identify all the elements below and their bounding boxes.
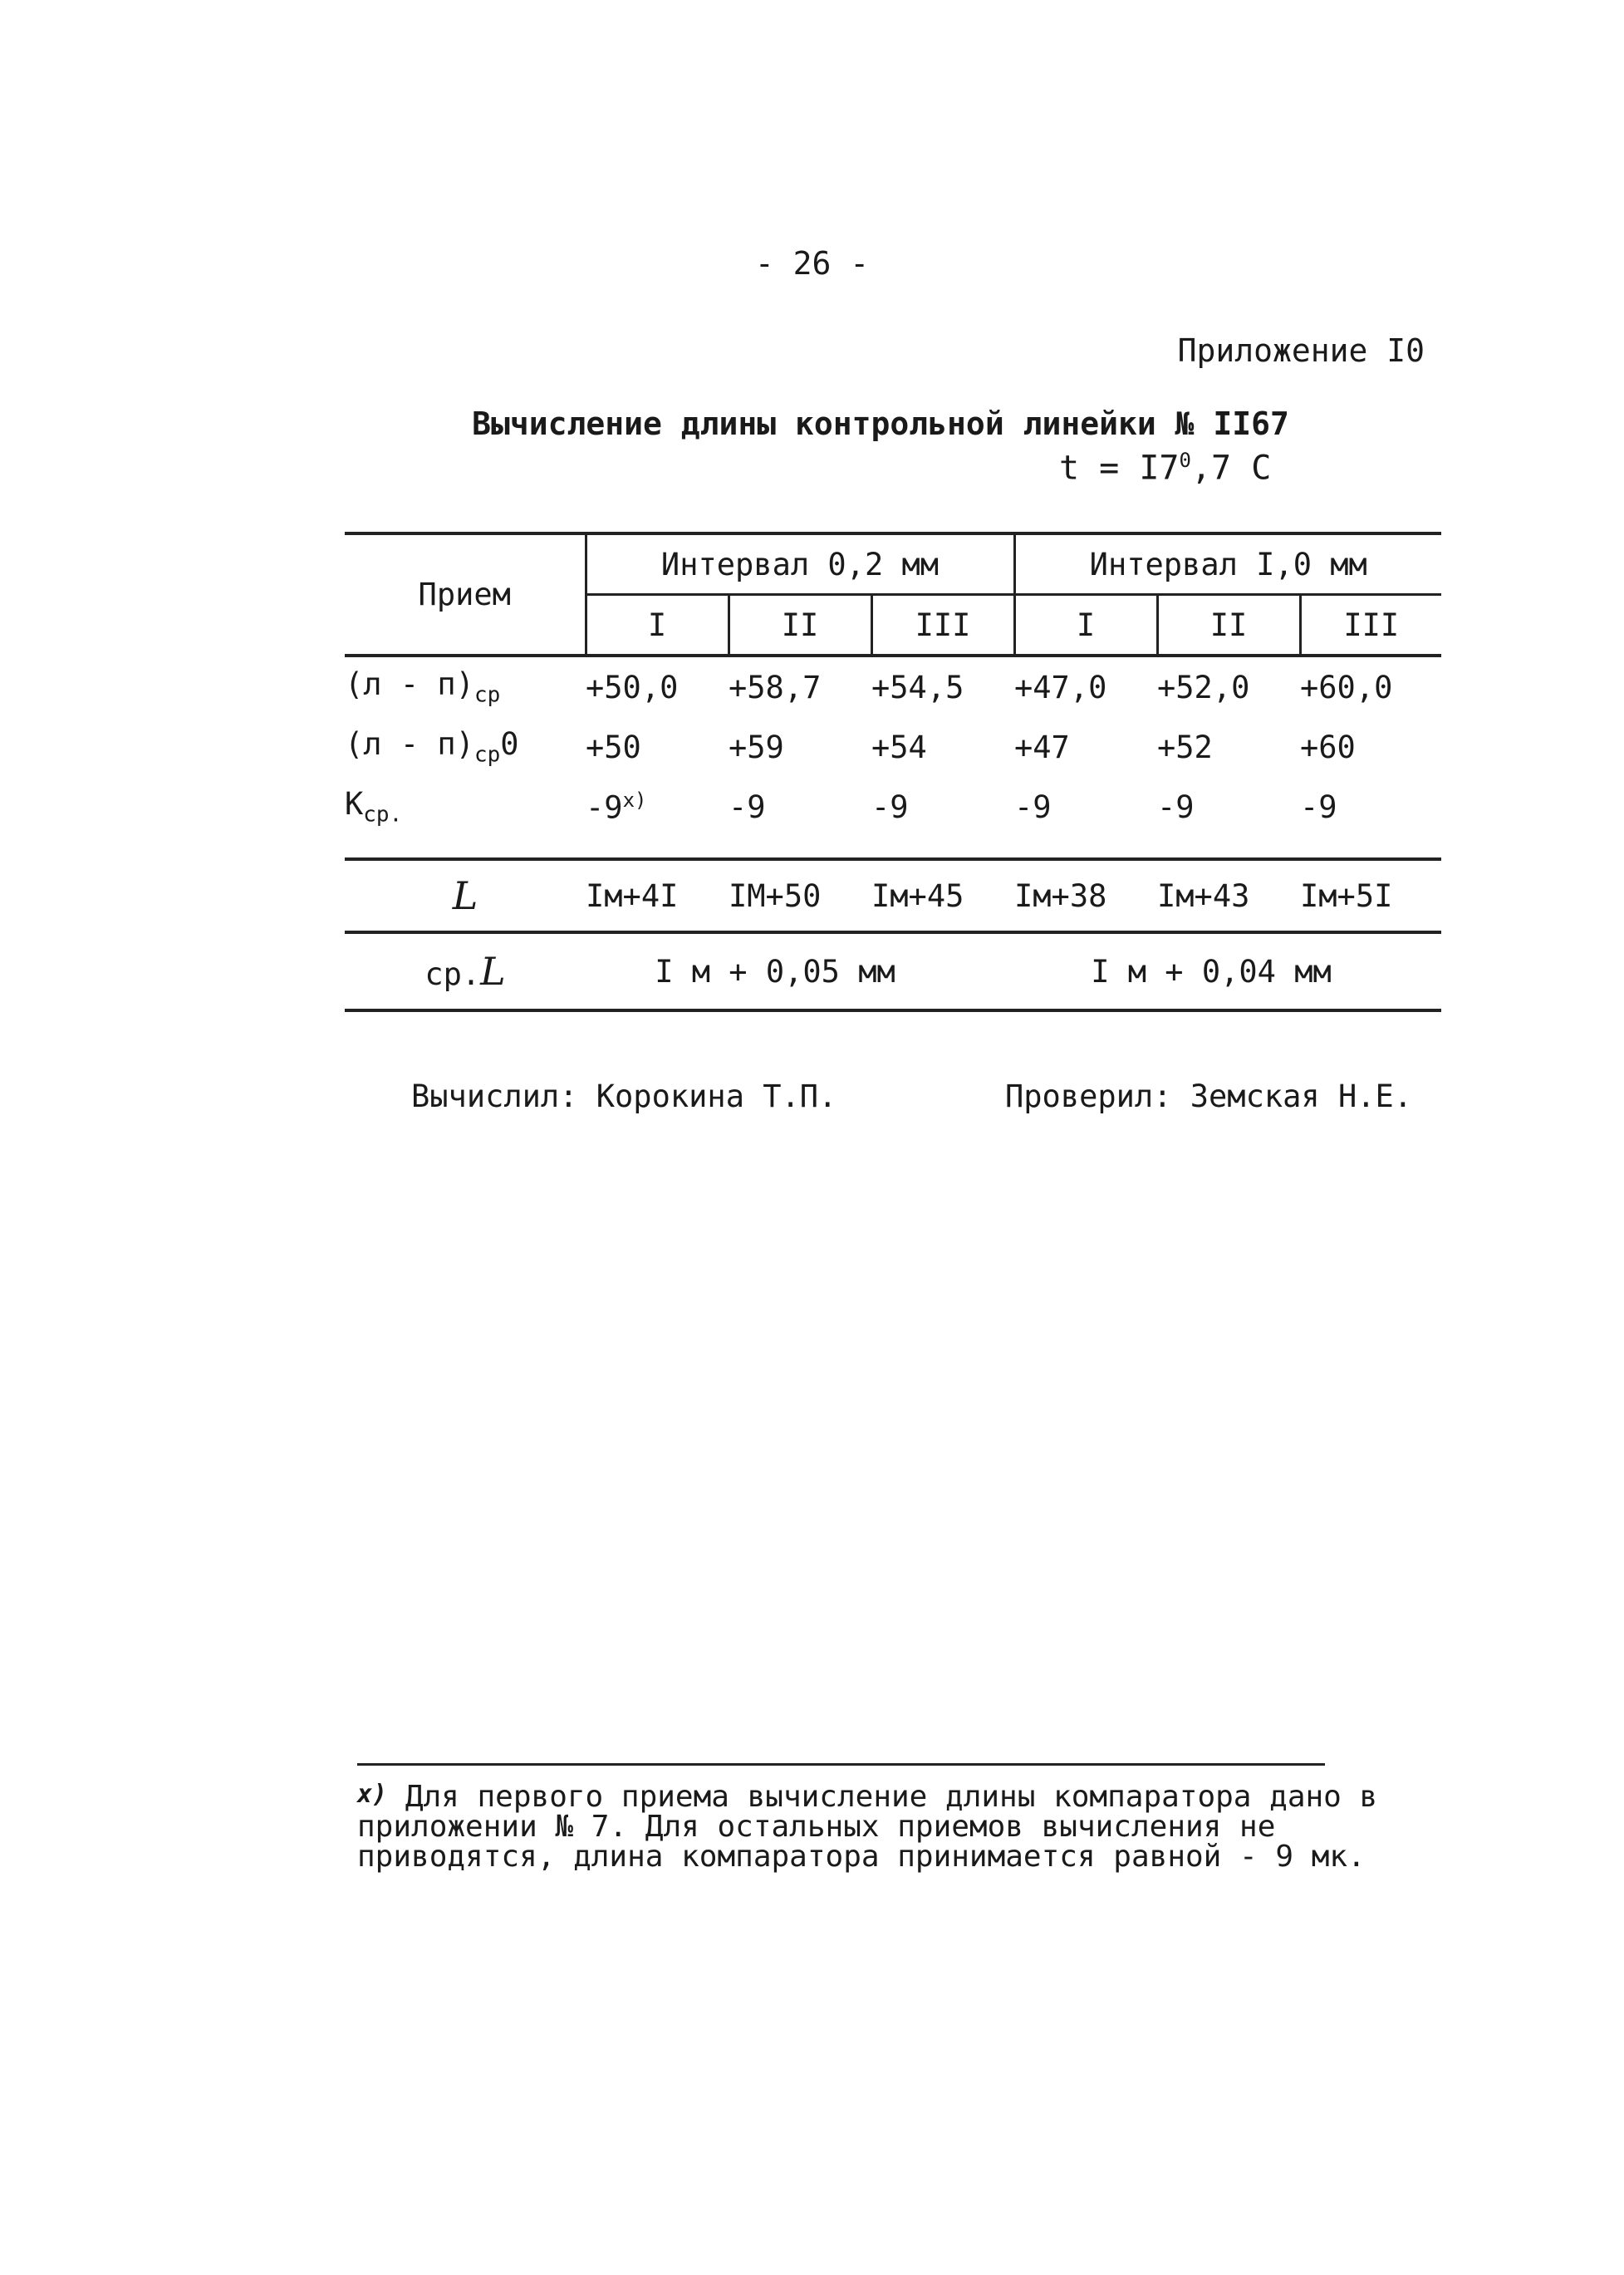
footnote: [357, 1782, 1437, 1872]
table-cell: +54: [871, 729, 927, 765]
page-number: - 26 -: [754, 245, 870, 282]
row-label: $(л - п)_{ср}0$: [345, 726, 519, 768]
table-cell: +54,5: [871, 669, 964, 705]
table-cell: Iм+5I: [1300, 859, 1441, 932]
footnote-text: Для первого приема вычисление длины компаратора дано в приложении № 7. Для остальных приемов вычисления не приводятся, длина компаратора принимается равной - 9 мк.: [357, 1780, 1378, 1874]
temperature-prefix: t = I7: [1059, 449, 1180, 488]
table-cell: -9$^{x)}$: [586, 777, 729, 859]
average-value-1-0: I м + 0,04 мм: [1014, 932, 1441, 1010]
table-cell: -9: [1300, 777, 1441, 859]
average-label: ср.L: [345, 932, 586, 1010]
table-cell: -9: [1014, 777, 1157, 859]
table-cell: +60: [1300, 729, 1356, 765]
table-row: [345, 656, 1441, 717]
length-row: [345, 859, 1441, 932]
table-cell: +50: [586, 729, 641, 765]
row-label: $(л - п)_{ср}$: [345, 666, 501, 708]
group-header-0-2: Интервал 0,2 мм: [586, 533, 1014, 595]
table-cell: +60,0: [1300, 669, 1393, 705]
document-title: Вычисление длины контрольной линейки № II67: [472, 405, 1289, 442]
table-cell: -9: [871, 777, 1014, 859]
table-cell: Iм+4I: [586, 859, 729, 932]
table-cell: IМ+50: [729, 859, 871, 932]
table-cell: +50,0: [586, 669, 679, 705]
group-header-1-0: Интервал I,0 мм: [1014, 533, 1441, 595]
appendix-label: Приложение I0: [1177, 332, 1425, 369]
footnote-mark: x): [357, 1780, 388, 1809]
table-cell: Iм+45: [871, 859, 1014, 932]
table-row: [345, 717, 1441, 777]
row-label: $K_{ср.}$: [345, 777, 586, 859]
results-table: [345, 532, 1441, 1012]
average-value-0-2: I м + 0,05 мм: [586, 932, 1014, 1010]
table-cell: +52,0: [1157, 669, 1250, 705]
table-cell: +47: [1014, 729, 1070, 765]
column-header: III: [871, 595, 1014, 656]
table-row: [345, 777, 1441, 859]
table-cell: +47,0: [1014, 669, 1107, 705]
temperature: [1059, 449, 1271, 487]
checked-by: Проверил: Земская Н.Е.: [1005, 1079, 1413, 1114]
temperature-suffix: ,7 C: [1190, 449, 1272, 488]
temperature-degree: 0: [1179, 449, 1191, 472]
column-header: I: [586, 595, 729, 656]
computed-by: Вычислил: Корокина Т.П.: [411, 1079, 837, 1114]
table-cell: Iм+43: [1157, 859, 1300, 932]
footnote-divider: [357, 1763, 1325, 1766]
corner-header: Прием: [345, 533, 586, 656]
column-header: III: [1300, 595, 1441, 656]
table-cell: +59: [729, 729, 784, 765]
footnote-ref: x): [622, 788, 647, 812]
table-cell: Iм+38: [1014, 859, 1157, 932]
table-cell: -9: [1157, 777, 1300, 859]
column-header: II: [1157, 595, 1300, 656]
table-cell: +58,7: [729, 669, 822, 705]
average-row: [345, 932, 1441, 1010]
table-cell: -9: [729, 777, 871, 859]
length-symbol: L: [345, 859, 586, 932]
table-cell: +52: [1157, 729, 1213, 765]
column-header: I: [1014, 595, 1157, 656]
column-header: II: [729, 595, 871, 656]
